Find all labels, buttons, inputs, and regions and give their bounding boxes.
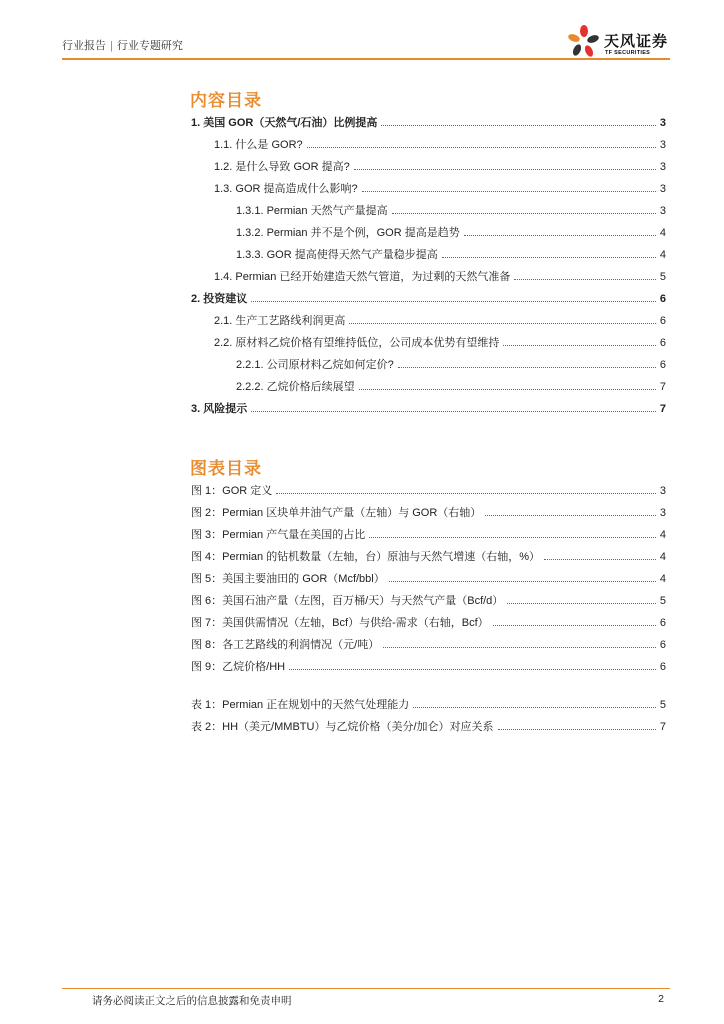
- header-breadcrumb: [62, 37, 183, 53]
- figure-entry[interactable]: [191, 616, 666, 630]
- figure-entry[interactable]: [191, 528, 666, 542]
- toc-entry-page: 3: [659, 183, 666, 195]
- toc-entry-page: 4: [659, 249, 666, 261]
- table-entry[interactable]: [191, 720, 666, 734]
- figure-entry[interactable]: [191, 506, 666, 520]
- toc-entry-text: 2. 投资建议: [191, 293, 248, 305]
- table-entry-text: 表 1：Permian 正在规划中的天然气处理能力: [191, 699, 410, 711]
- figure-entry-page: 6: [659, 617, 666, 629]
- header-divider: [62, 58, 670, 60]
- dot-leader: [276, 493, 656, 494]
- dot-leader: [493, 625, 656, 626]
- figure-entry[interactable]: [191, 638, 666, 652]
- toc-entry-page: 3: [659, 117, 666, 129]
- figure-entry-text: 图 9：乙烷价格/HH: [191, 661, 286, 673]
- dot-leader: [442, 257, 656, 258]
- figure-entry-page: 5: [659, 595, 666, 607]
- toc-entry-text: 2.2.2. 乙烷价格后续展望: [236, 381, 355, 393]
- figures-title: 图表目录: [190, 459, 262, 478]
- figure-entry-text: 图 7：美国供需情况（左轴，Bcf）与供给-需求（右轴，Bcf）: [191, 617, 489, 629]
- toc-entry-page: 6: [659, 315, 666, 327]
- dot-leader: [503, 345, 655, 346]
- toc-entry[interactable]: [214, 336, 666, 350]
- dot-leader: [362, 191, 656, 192]
- toc-entry-text: 1.2. 是什么导致 GOR 提高?: [214, 161, 350, 173]
- footer-disclaimer: 请务必阅读正文之后的信息披露和免责申明: [92, 995, 292, 1007]
- toc-entry-page: 3: [659, 139, 666, 151]
- table-entry-page: 5: [659, 699, 666, 711]
- toc-entry-text: 1.3. GOR 提高造成什么影响?: [214, 183, 358, 195]
- table-entry-page: 7: [659, 721, 666, 733]
- toc-entry-text: 2.2.1. 公司原材料乙烷如何定价?: [236, 359, 394, 371]
- toc-entry[interactable]: [214, 314, 666, 328]
- dot-leader: [413, 707, 656, 708]
- toc-entry[interactable]: [214, 138, 666, 152]
- table-entry[interactable]: [191, 698, 666, 712]
- breadcrumb-report-type: 行业报告: [62, 40, 106, 52]
- dot-leader: [392, 213, 656, 214]
- dot-leader: [354, 169, 656, 170]
- toc-entry-text: 1.3.2. Permian 并不是个例，GOR 提高是趋势: [236, 227, 460, 239]
- page-number: 2: [658, 993, 664, 1005]
- toc-entry-page: 7: [659, 381, 666, 393]
- figure-entry[interactable]: [191, 594, 666, 608]
- toc-entry-text: 1.4. Permian 已经开始建造天然气管道，为过剩的天然气准备: [214, 271, 511, 283]
- figure-entry-text: 图 8：各工艺路线的利润情况（元/吨）: [191, 639, 380, 651]
- footer-divider: [62, 988, 670, 989]
- toc-entry-page: 5: [659, 271, 666, 283]
- dot-leader: [381, 125, 655, 126]
- toc-entry[interactable]: [214, 182, 666, 196]
- toc-entry-text: 1. 美国 GOR（天然气/石油）比例提高: [191, 117, 378, 129]
- toc-entry[interactable]: [236, 380, 666, 394]
- figure-entry[interactable]: [191, 572, 666, 586]
- toc-entry-text: 1.1. 什么是 GOR?: [214, 139, 303, 151]
- toc-entry[interactable]: [191, 292, 666, 306]
- dot-leader: [369, 537, 656, 538]
- toc-entry-text: 1.3.3. GOR 提高使得天然气产量稳步提高: [236, 249, 438, 261]
- toc-entry-page: 4: [659, 227, 666, 239]
- toc-entry-page: 7: [659, 403, 666, 415]
- dot-leader: [289, 669, 656, 670]
- figure-entry-text: 图 5：美国主要油田的 GOR（Mcf/bbl）: [191, 573, 385, 585]
- dot-leader: [389, 581, 656, 582]
- toc-entry-text: 2.2. 原材料乙烷价格有望维持低位，公司成本优势有望维持: [214, 337, 500, 349]
- figure-entry-page: 3: [659, 507, 666, 519]
- petal-logo-icon: [566, 24, 602, 60]
- table-entry-text: 表 2：HH（美元/MMBTU）与乙烷价格（美分/加仑）对应关系: [191, 721, 494, 733]
- figure-entry-text: 图 4：Permian 的钻机数量（左轴，台）原油与天然气增速（右轴，%）: [191, 551, 540, 563]
- toc-entry[interactable]: [236, 248, 666, 262]
- breadcrumb-report-subtype: 行业专题研究: [116, 40, 183, 52]
- breadcrumb-separator: |: [110, 40, 113, 52]
- toc-entry-text: 1.3.1. Permian 天然气产量提高: [236, 205, 388, 217]
- figure-entry[interactable]: [191, 484, 666, 498]
- figure-entry-text: 图 6：美国石油产量（左图，百万桶/天）与天然气产量（Bcf/d）: [191, 595, 504, 607]
- toc-entry[interactable]: [214, 160, 666, 174]
- figure-entry-text: 图 2：Permian 区块单井油气产量（左轴）与 GOR（右轴）: [191, 507, 482, 519]
- toc-entry-text: 2.1. 生产工艺路线利润更高: [214, 315, 346, 327]
- figure-entry-page: 4: [659, 529, 666, 541]
- logo-chinese-name: 天风证券: [604, 33, 669, 50]
- toc-entry-page: 6: [659, 337, 666, 349]
- toc-title: 内容目录: [190, 91, 262, 110]
- figure-entry-page: 6: [659, 639, 666, 651]
- figure-entry[interactable]: [191, 550, 666, 564]
- toc-entry-text: 3. 风险提示: [191, 403, 248, 415]
- dot-leader: [251, 301, 656, 302]
- figure-entry[interactable]: [191, 660, 666, 674]
- figure-entry-text: 图 1：GOR 定义: [191, 485, 273, 497]
- dot-leader: [383, 647, 656, 648]
- toc-entry-page: 6: [659, 359, 666, 371]
- dot-leader: [307, 147, 656, 148]
- dot-leader: [544, 559, 656, 560]
- figure-entry-text: 图 3：Permian 产气量在美国的占比: [191, 529, 366, 541]
- figure-entry-page: 4: [659, 551, 666, 563]
- figure-entry-page: 6: [659, 661, 666, 673]
- dot-leader: [485, 515, 656, 516]
- dot-leader: [507, 603, 656, 604]
- toc-entry[interactable]: [236, 226, 666, 240]
- dot-leader: [498, 729, 656, 730]
- toc-entry[interactable]: [191, 116, 666, 130]
- dot-leader: [251, 411, 656, 412]
- dot-leader: [349, 323, 655, 324]
- figure-entry-page: 4: [659, 573, 666, 585]
- logo-english-name: TF SECURITIES: [605, 50, 651, 56]
- toc-entry[interactable]: [214, 270, 666, 284]
- figure-entry-page: 3: [659, 485, 666, 497]
- dot-leader: [514, 279, 655, 280]
- dot-leader: [359, 389, 656, 390]
- toc-entry[interactable]: [191, 402, 666, 416]
- toc-entry-page: 3: [659, 205, 666, 217]
- toc-entry[interactable]: [236, 204, 666, 218]
- toc-entry-page: 6: [659, 293, 666, 305]
- toc-entry-page: 3: [659, 161, 666, 173]
- dot-leader: [398, 367, 656, 368]
- toc-entry[interactable]: [236, 358, 666, 372]
- dot-leader: [464, 235, 656, 236]
- company-logo: [566, 24, 676, 60]
